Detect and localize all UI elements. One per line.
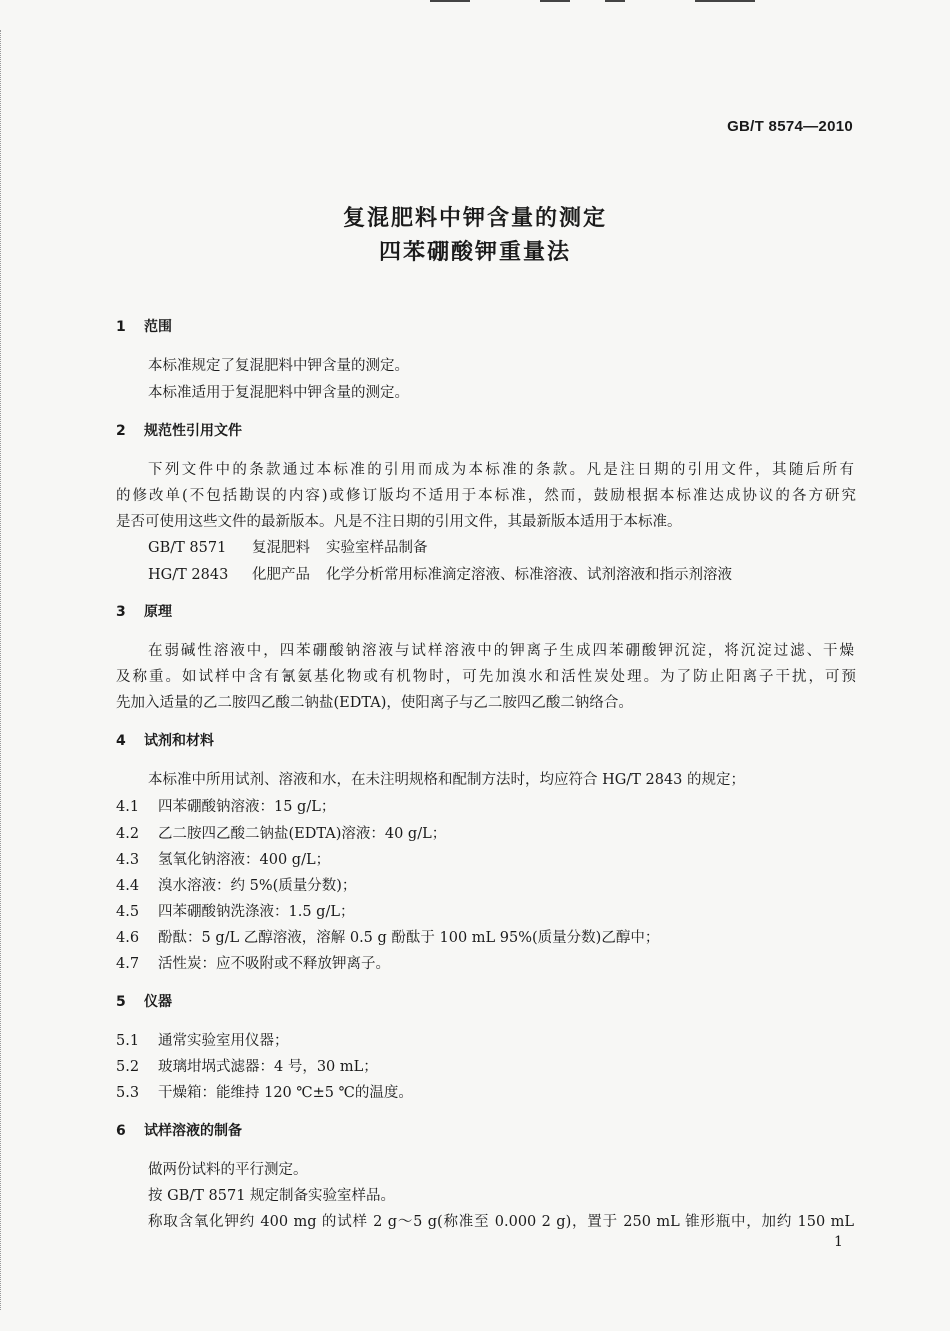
list-item: [116, 1055, 856, 1076]
section-number: 2: [116, 423, 126, 439]
document-title-line1: 复混肥料中钾含量的测定: [342, 206, 607, 231]
section-title: 规范性引用文件: [144, 423, 242, 439]
item-text: 乙二胺四乙酸二钠盐(EDTA)溶液：40 g/L；: [158, 826, 447, 842]
paragraph-line: 是否可使用这些文件的最新版本。凡是不注日期的引用文件，其最新版本适用于本标准。: [116, 514, 682, 530]
item-number: 5.1: [116, 1033, 140, 1049]
normative-reference: [148, 563, 888, 584]
item-number: 4.6: [116, 930, 140, 946]
section-title: 范围: [144, 319, 172, 335]
item-text: 四苯硼酸钠溶液：15 g/L；: [158, 799, 336, 815]
item-number: 4.3: [116, 852, 140, 868]
list-item: [116, 926, 856, 947]
item-text: 通常实验室用仪器；: [158, 1033, 289, 1049]
paragraph: 本标准适用于复混肥料中钾含量的测定。: [148, 385, 409, 401]
section-title: 原理: [144, 604, 172, 620]
section-title: 仪器: [144, 994, 172, 1010]
reference-title-a: 复混肥料: [252, 540, 310, 556]
list-item: [116, 952, 856, 973]
section-2-heading: [116, 420, 242, 440]
paragraph: 按 GB/T 8571 规定制备实验室样品。: [148, 1188, 396, 1204]
section-number: 4: [116, 733, 126, 749]
item-text: 酚酞：5 g/L 乙醇溶液，溶解 0.5 g 酚酞于 100 mL 95%(质量分数)乙醇中；: [158, 930, 660, 946]
paragraph-line: 先加入适量的乙二胺四乙酸二钠盐(EDTA)，使阳离子与乙二胺四乙酸二钠络合。: [116, 695, 633, 711]
paragraph-line: 下列文件中的条款通过本标准的引用而成为本标准的条款。凡是注日期的引用文件，其随后所有: [148, 462, 854, 478]
section-4-heading: [116, 730, 214, 750]
list-item: [116, 822, 856, 843]
section-number: 5: [116, 994, 126, 1010]
normative-reference: [148, 536, 888, 557]
paragraph-line: 的修改单(不包括勘误的内容)或修订版均不适用于本标准，然而，鼓励根据本标准达成协议的各方研究: [116, 488, 856, 504]
item-text: 四苯硼酸钠洗涤液：1.5 g/L；: [158, 904, 355, 920]
paragraph-line: 在弱碱性溶液中，四苯硼酸钠溶液与试样溶液中的钾离子生成四苯硼酸钾沉淀，将沉淀过滤、干燥: [148, 643, 854, 659]
section-title: 试剂和材料: [144, 733, 214, 749]
reference-title-a: 化肥产品: [252, 567, 310, 583]
paragraph-line: 及称重。如试样中含有氰氨基化物或有机物时，可先加溴水和活性炭处理。为了防止阳离子干扰，可预: [116, 669, 856, 685]
list-item: [116, 1081, 856, 1102]
reference-code: HG/T 2843: [148, 567, 229, 583]
paragraph: 本标准中所用试剂、溶液和水，在未注明规格和配制方法时，均应符合 HG/T 2843 的规定；: [148, 772, 746, 788]
item-number: 5.3: [116, 1085, 140, 1101]
section-number: 6: [116, 1123, 126, 1139]
list-item: [116, 900, 856, 921]
item-number: 4.5: [116, 904, 140, 920]
item-number: 4.7: [116, 956, 140, 972]
item-number: 4.2: [116, 826, 140, 842]
paragraph: 做两份试料的平行测定。: [148, 1162, 308, 1178]
item-number: 4.1: [116, 799, 140, 815]
document-title-line2: 四苯硼酸钾重量法: [378, 240, 571, 265]
item-text: 干燥箱：能维持 120 ℃±5 ℃的温度。: [158, 1085, 413, 1101]
item-text: 活性炭：应不吸附或不释放钾离子。: [158, 956, 390, 972]
paragraph: 称取含氧化钾约 400 mg 的试样 2 g～5 g(称准至 0.000 2 g)，置于 250 mL 锥形瓶中，加约 150 mL: [148, 1214, 854, 1230]
item-text: 氢氧化钠溶液：400 g/L；: [158, 852, 331, 868]
item-number: 4.4: [116, 878, 140, 894]
reference-title-b: 实验室样品制备: [326, 540, 428, 556]
list-item: [116, 795, 856, 816]
page-number: 1: [834, 1234, 843, 1250]
item-text: 溴水溶液：约 5%(质量分数)；: [158, 878, 357, 894]
scan-artifact-top: [420, 0, 780, 6]
section-title: 试样溶液的制备: [144, 1123, 242, 1139]
section-5-heading: [116, 991, 172, 1011]
list-item: [116, 848, 856, 869]
section-3-heading: [116, 601, 172, 621]
list-item: [116, 1029, 856, 1050]
section-1-heading: [116, 316, 172, 336]
reference-title-b: 化学分析常用标准滴定溶液、标准溶液、试剂溶液和指示剂溶液: [326, 567, 732, 583]
standard-number: GB/T 8574—2010: [727, 118, 853, 135]
reference-code: GB/T 8571: [148, 540, 227, 556]
item-number: 5.2: [116, 1059, 140, 1075]
item-text: 玻璃坩埚式滤器：4 号，30 mL；: [158, 1059, 378, 1075]
paragraph: 本标准规定了复混肥料中钾含量的测定。: [148, 358, 409, 374]
list-item: [116, 874, 856, 895]
section-6-heading: [116, 1120, 242, 1140]
section-number: 3: [116, 604, 126, 620]
section-number: 1: [116, 319, 126, 335]
